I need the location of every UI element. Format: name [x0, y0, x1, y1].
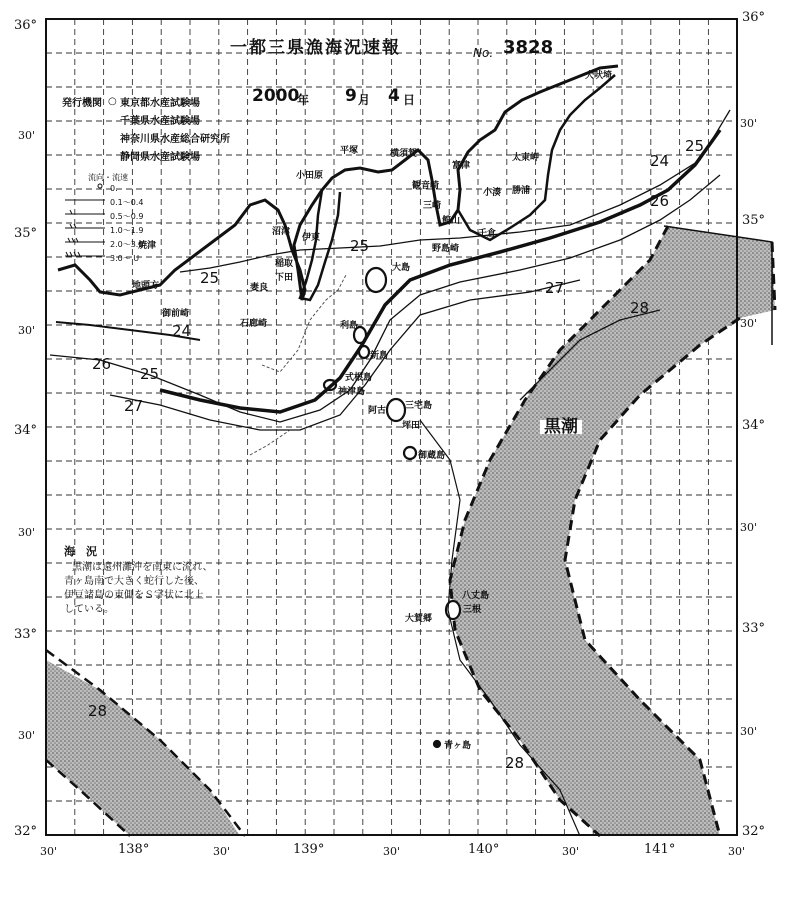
legend-row: 3.0〜 U	[110, 254, 140, 263]
date-month-unit: 月	[358, 93, 371, 107]
date-month: 9	[345, 86, 357, 106]
note-line: している。	[64, 604, 114, 615]
issuer-org: 神奈川県水産総合研究所	[120, 134, 230, 145]
kuroshio-label: 黒潮	[540, 420, 582, 434]
legend-row: 2.0〜3.9	[110, 240, 144, 249]
legend-row: 0.5〜0.9	[110, 212, 144, 221]
issuer-org: 千葉県水産試験場	[120, 116, 200, 127]
place-label: 勝浦	[512, 186, 531, 196]
place-label: 地頭方	[132, 281, 160, 291]
lon-tick: 30'	[728, 845, 746, 858]
place-label: 平塚	[340, 146, 359, 156]
place-label: 稲取	[275, 259, 294, 269]
place-label: 観音崎	[412, 181, 440, 191]
place-label: 伊東	[302, 233, 321, 243]
place-label: 石廊崎	[240, 319, 268, 329]
lat-tick-left: 32°	[14, 824, 38, 839]
lat-tick-right: 30'	[740, 521, 758, 534]
isotherm-label: 27	[545, 279, 565, 297]
isotherm-label: 26	[650, 192, 670, 210]
isotherm-label: 25	[350, 237, 370, 255]
place-label: 犬吠埼	[585, 71, 613, 81]
date-day: 4	[388, 86, 400, 106]
legend-row: 1.0〜1.9	[110, 226, 144, 235]
lat-tick-right: 30'	[740, 725, 758, 738]
circle-marker: ○	[108, 96, 117, 107]
lon-tick: 140°	[468, 842, 500, 857]
place-label: 沼津	[272, 227, 291, 237]
note-title: 海 況	[64, 545, 97, 558]
legend-row: 0.1〜0.4	[110, 198, 144, 207]
place-label: 八丈島	[462, 591, 490, 601]
place-label: 千倉	[478, 229, 497, 239]
place-label: 御前崎	[162, 309, 190, 319]
place-label: 三根	[463, 605, 482, 615]
place-label: 青ヶ島	[444, 741, 472, 751]
isotherm-label: 25	[200, 269, 220, 287]
date-day-unit: 日	[403, 93, 416, 107]
lon-tick: 30'	[40, 845, 58, 858]
note-line: 青ヶ島南で大きく蛇行した後、	[64, 576, 204, 587]
isotherm-label: 25	[685, 137, 705, 155]
lat-tick-left: 36°	[14, 18, 38, 33]
place-label: 三崎	[423, 201, 442, 211]
place-label: 阿古	[368, 406, 387, 416]
place-label: 大賀郷	[405, 614, 433, 624]
isotherm-label: 25	[140, 365, 160, 383]
lat-tick-left: 30'	[18, 526, 36, 539]
place-label: 御蔵島	[418, 451, 446, 461]
legend-row: 0.	[110, 184, 118, 193]
place-label: 新島	[370, 351, 389, 361]
lon-tick: 30'	[213, 845, 231, 858]
isotherm-label: 28	[630, 299, 650, 317]
isotherm-label: 26	[92, 355, 112, 373]
isotherm-label: 24	[650, 152, 670, 170]
isotherm-label: 27	[124, 397, 144, 415]
lat-tick-right: 35°	[742, 213, 766, 228]
place-label: 焼津	[138, 241, 157, 251]
place-label: 式根島	[345, 373, 373, 383]
lon-tick: 30'	[383, 845, 401, 858]
place-label: 妻良	[250, 283, 269, 293]
isotherm-label: 28	[505, 754, 525, 772]
number-label: No.	[473, 46, 494, 60]
lat-tick-left: 30'	[18, 129, 36, 142]
isotherm-label: 28	[88, 702, 108, 720]
note-line: 黒潮は遠州灘沖を南東に流れ、	[72, 562, 213, 573]
place-label: 下田	[275, 273, 294, 283]
lon-tick: 30'	[562, 845, 580, 858]
lat-tick-left: 35°	[14, 226, 38, 241]
legend-header: 流向・流速	[88, 173, 128, 182]
place-label: 三宅島	[405, 401, 433, 411]
lat-tick-left: 33°	[14, 627, 38, 642]
place-label: 神津島	[338, 387, 366, 397]
place-label: 野島崎	[432, 244, 460, 254]
note-line: 伊豆諸島の東側をＳ字状に北上	[64, 590, 204, 601]
place-label: 横須賀	[390, 149, 418, 159]
lat-tick-left: 30'	[18, 324, 36, 337]
lat-tick-right: 30'	[740, 117, 758, 130]
lat-tick-right: 34°	[742, 418, 766, 433]
lat-tick-right: 30'	[740, 317, 758, 330]
place-label: 利島	[340, 321, 359, 331]
lat-tick-left: 30'	[18, 729, 36, 742]
date-year: 2000	[252, 86, 300, 106]
place-label: 富津	[452, 161, 471, 171]
lat-tick-left: 34°	[14, 423, 38, 438]
lon-tick: 139°	[293, 842, 325, 857]
bulletin-title: 一都三県漁海況速報	[230, 38, 401, 58]
date-year-unit: 年	[297, 93, 310, 107]
lat-tick-right: 36°	[742, 10, 766, 25]
place-label: 太東岬	[512, 153, 540, 163]
issuer-label: 発行機関	[62, 98, 102, 109]
place-label: 小湊	[483, 188, 502, 198]
place-label: 小田原	[296, 171, 324, 181]
place-label: 坪田	[402, 421, 421, 431]
issue-number: 3828	[503, 37, 554, 58]
lon-tick: 138°	[118, 842, 150, 857]
isotherm-label: 24	[172, 322, 192, 340]
lat-tick-right: 33°	[742, 621, 766, 636]
lat-tick-right: 32°	[742, 824, 766, 839]
place-label: 大島	[392, 263, 411, 273]
lon-tick: 141°	[644, 842, 676, 857]
issuer-org: 静岡県水産試験場	[120, 152, 200, 163]
issuer-org: 東京都水産試験場	[120, 98, 200, 109]
place-label: 館山	[442, 216, 461, 226]
